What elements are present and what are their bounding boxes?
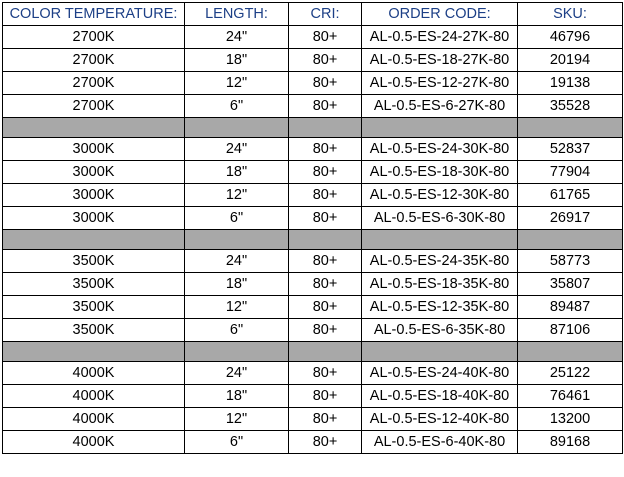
length-cell: 24" [185,362,289,385]
separator-cell [362,230,518,250]
sku-cell: 52837 [518,138,623,161]
cri-cell: 80+ [289,72,362,95]
table-row [3,161,623,184]
header-sku: SKU: [518,3,623,26]
sku-cell: 13200 [518,408,623,431]
sku-cell: 46796 [518,26,623,49]
header-cri: CRI: [289,3,362,26]
separator-cell [185,342,289,362]
table-row [3,95,623,118]
color-temperature-cell: 2700K [3,26,185,49]
separator-cell [518,230,623,250]
separator-cell [518,118,623,138]
table-row [3,184,623,207]
length-cell: 12" [185,184,289,207]
sku-cell: 87106 [518,319,623,342]
order-code-cell: AL-0.5-ES-24-30K-80 [362,138,518,161]
order-code-cell: AL-0.5-ES-18-35K-80 [362,273,518,296]
sku-cell: 35528 [518,95,623,118]
cri-cell: 80+ [289,250,362,273]
color-temperature-cell: 4000K [3,362,185,385]
color-temperature-cell: 3500K [3,296,185,319]
table-body [3,26,623,454]
header-order-code: ORDER CODE: [362,3,518,26]
header-length: LENGTH: [185,3,289,26]
length-cell: 6" [185,431,289,454]
separator-cell [3,118,185,138]
length-cell: 24" [185,138,289,161]
length-cell: 12" [185,408,289,431]
order-code-cell: AL-0.5-ES-12-30K-80 [362,184,518,207]
table-header [3,3,623,26]
order-code-cell: AL-0.5-ES-24-35K-80 [362,250,518,273]
sku-cell: 89487 [518,296,623,319]
order-code-cell: AL-0.5-ES-12-35K-80 [362,296,518,319]
cri-cell: 80+ [289,385,362,408]
color-temperature-cell: 3500K [3,319,185,342]
order-code-cell: AL-0.5-ES-24-27K-80 [362,26,518,49]
order-code-cell: AL-0.5-ES-6-40K-80 [362,431,518,454]
separator-cell [362,342,518,362]
cri-cell: 80+ [289,319,362,342]
length-cell: 24" [185,26,289,49]
cri-cell: 80+ [289,161,362,184]
cri-cell: 80+ [289,207,362,230]
color-temperature-cell: 2700K [3,72,185,95]
sku-cell: 35807 [518,273,623,296]
table-row [3,431,623,454]
sku-cell: 77904 [518,161,623,184]
color-temperature-cell: 3500K [3,250,185,273]
color-temperature-cell: 3500K [3,273,185,296]
separator-cell [362,118,518,138]
table-row [3,207,623,230]
color-temperature-cell: 2700K [3,49,185,72]
table-row [3,385,623,408]
color-temperature-cell: 4000K [3,408,185,431]
separator-cell [289,118,362,138]
color-temperature-cell: 4000K [3,431,185,454]
cri-cell: 80+ [289,362,362,385]
length-cell: 18" [185,161,289,184]
sku-cell: 19138 [518,72,623,95]
separator-cell [185,118,289,138]
order-code-cell: AL-0.5-ES-6-35K-80 [362,319,518,342]
table-row [3,250,623,273]
sku-cell: 25122 [518,362,623,385]
table-row [3,138,623,161]
order-code-cell: AL-0.5-ES-6-27K-80 [362,95,518,118]
table-row [3,296,623,319]
separator-cell [3,230,185,250]
length-cell: 18" [185,385,289,408]
sku-cell: 76461 [518,385,623,408]
separator-cell [518,342,623,362]
length-cell: 24" [185,250,289,273]
cri-cell: 80+ [289,296,362,319]
separator-cell [289,230,362,250]
separator-cell [3,342,185,362]
separator-cell [185,230,289,250]
cri-cell: 80+ [289,431,362,454]
group-separator-row [3,230,623,250]
sku-cell: 26917 [518,207,623,230]
cri-cell: 80+ [289,26,362,49]
separator-cell [289,342,362,362]
cri-cell: 80+ [289,95,362,118]
table-row [3,362,623,385]
length-cell: 18" [185,49,289,72]
table-row [3,273,623,296]
length-cell: 12" [185,296,289,319]
sku-cell: 61765 [518,184,623,207]
order-code-cell: AL-0.5-ES-12-40K-80 [362,408,518,431]
length-cell: 12" [185,72,289,95]
color-temperature-cell: 2700K [3,95,185,118]
order-code-cell: AL-0.5-ES-6-30K-80 [362,207,518,230]
color-temperature-cell: 3000K [3,207,185,230]
color-temperature-cell: 3000K [3,138,185,161]
color-temperature-cell: 3000K [3,184,185,207]
order-code-cell: AL-0.5-ES-18-30K-80 [362,161,518,184]
length-cell: 6" [185,319,289,342]
length-cell: 6" [185,207,289,230]
color-temperature-cell: 3000K [3,161,185,184]
order-code-cell: AL-0.5-ES-18-27K-80 [362,49,518,72]
table-row [3,319,623,342]
cri-cell: 80+ [289,138,362,161]
group-separator-row [3,118,623,138]
cri-cell: 80+ [289,273,362,296]
header-row [3,3,623,26]
header-color-temperature: COLOR TEMPERATURE: [3,3,185,26]
table-row [3,408,623,431]
product-spec-table [2,2,623,454]
length-cell: 6" [185,95,289,118]
length-cell: 18" [185,273,289,296]
order-code-cell: AL-0.5-ES-12-27K-80 [362,72,518,95]
color-temperature-cell: 4000K [3,385,185,408]
table-row [3,26,623,49]
cri-cell: 80+ [289,49,362,72]
cri-cell: 80+ [289,184,362,207]
cri-cell: 80+ [289,408,362,431]
sku-cell: 89168 [518,431,623,454]
group-separator-row [3,342,623,362]
sku-cell: 20194 [518,49,623,72]
sku-cell: 58773 [518,250,623,273]
table-row [3,72,623,95]
table-row [3,49,623,72]
order-code-cell: AL-0.5-ES-18-40K-80 [362,385,518,408]
order-code-cell: AL-0.5-ES-24-40K-80 [362,362,518,385]
